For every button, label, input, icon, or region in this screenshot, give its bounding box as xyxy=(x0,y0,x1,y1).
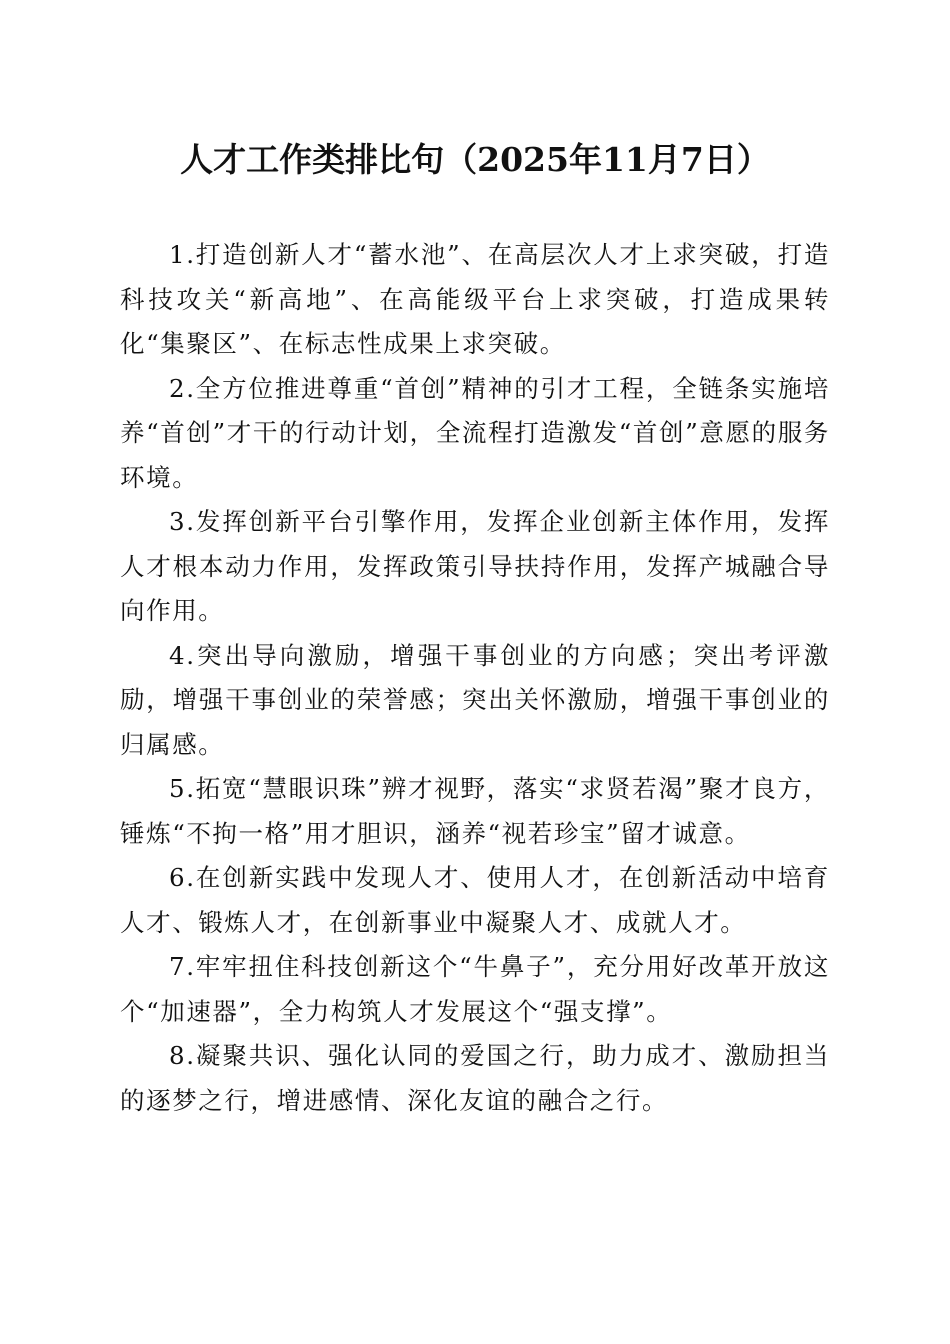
paragraph-5: 5.拓宽“慧眼识珠”辨才视野，落实“求贤若渴”聚才良方，锤炼“不拘一格”用才胆识，涵养“视若珍宝”留才诚意。 xyxy=(120,774,830,848)
paragraph-4: 4.突出导向激励，增强干事创业的方向感；突出考评激励，增强干事创业的荣誉感；突出关怀激励，增强干事创业的归属感。 xyxy=(120,640,830,759)
document-title: 人才工作类排比句（2025年11月7日） xyxy=(180,140,770,179)
document-body xyxy=(120,233,830,1123)
paragraph-8: 8.凝聚共识、强化认同的爱国之行，助力成才、激励担当的逐梦之行，增进感情、深化友谊的融合之行。 xyxy=(120,1041,830,1115)
paragraph-1: 1.打造创新人才“蓄水池”、在高层次人才上求突破，打造科技攻关“新高地”、在高能级平台上求突破，打造成果转化“集聚区”、在标志性成果上求突破。 xyxy=(120,240,830,358)
paragraph-6: 6.在创新实践中发现人才、使用人才，在创新活动中培育人才、锻炼人才，在创新事业中凝聚人才、成就人才。 xyxy=(120,863,830,937)
paragraph-2: 2.全方位推进尊重“首创”精神的引才工程，全链条实施培养“首创”才干的行动计划，全流程打造激发“首创”意愿的服务环境。 xyxy=(120,373,830,492)
paragraph-3: 3.发挥创新平台引擎作用，发挥企业创新主体作用，发挥人才根本动力作用，发挥政策引导扶持作用，发挥产城融合导向作用。 xyxy=(120,507,830,625)
paragraph-7: 7.牢牢扭住科技创新这个“牛鼻子”，充分用好改革开放这个“加速器”，全力构筑人才发展这个“强支撑”。 xyxy=(120,952,830,1026)
